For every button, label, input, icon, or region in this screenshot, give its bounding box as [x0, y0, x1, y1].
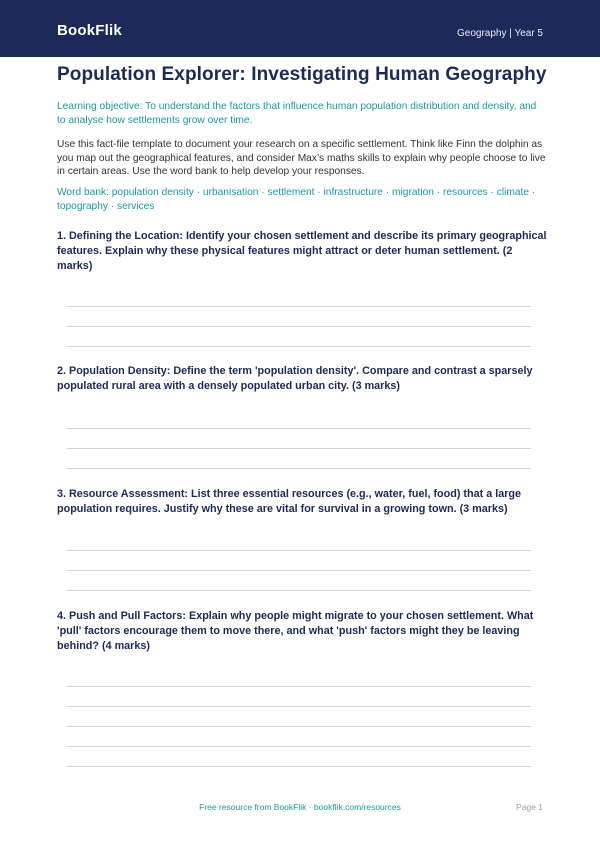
answer-line[interactable]	[67, 570, 531, 571]
answer-line[interactable]	[67, 306, 531, 307]
subject-year-label: Geography | Year 5	[457, 28, 543, 39]
learning-objective: Learning objective: To understand the factors that influence human population distribution and density, and to analyse how settlements grow over time.	[57, 101, 537, 126]
question-3: 3. Resource Assessment: List three essential resources (e.g., water, fuel, food) that a large population requires. Justify why these are vital for survival in a growing town. (3 marks)	[57, 488, 522, 515]
page-header	[0, 0, 600, 57]
answer-line[interactable]	[67, 468, 531, 469]
answer-line[interactable]	[67, 346, 531, 347]
page-number: Page 1	[516, 802, 543, 812]
word-bank: Word bank: population density · urbanisation · settlement · infrastructure · migration · resources · climate · topography · services	[57, 187, 536, 212]
answer-line[interactable]	[67, 590, 531, 591]
page-title: Population Explorer: Investigating Human Geography	[57, 64, 547, 85]
answer-line[interactable]	[67, 428, 531, 429]
answer-line[interactable]	[67, 726, 531, 727]
answer-line[interactable]	[67, 706, 531, 707]
answer-line[interactable]	[67, 326, 531, 327]
answer-line[interactable]	[67, 550, 531, 551]
brand-logo-text: BookFlik	[57, 22, 122, 39]
question-4: 4. Push and Pull Factors: Explain why people might migrate to your chosen settlement. What 'pull' factors encourage them to move there, and what 'push' factors might they be leaving behind? (4 marks)	[57, 610, 534, 652]
answer-line[interactable]	[67, 746, 531, 747]
footer-resource-link[interactable]: Free resource from BookFlik · bookflik.com/resources	[199, 802, 401, 812]
question-1: 1. Defining the Location: Identify your chosen settlement and describe its primary geographical features. Explain why these physical features might attract or deter human settlement. (2 marks)	[57, 230, 547, 272]
answer-line[interactable]	[67, 686, 531, 687]
answer-line[interactable]	[67, 766, 531, 767]
intro-paragraph: Use this fact-file template to document your research on a specific settlement. Think like Finn the dolphin as you map out the geographical features, and consider Max’s maths skills to explain why people choose to live in certain areas. Use the word bank to help develop your responses.	[57, 139, 546, 177]
question-2: 2. Population Density: Define the term 'population density'. Compare and contrast a sparsely populated rural area with a densely populated urban city. (3 marks)	[57, 365, 533, 392]
answer-line[interactable]	[67, 448, 531, 449]
